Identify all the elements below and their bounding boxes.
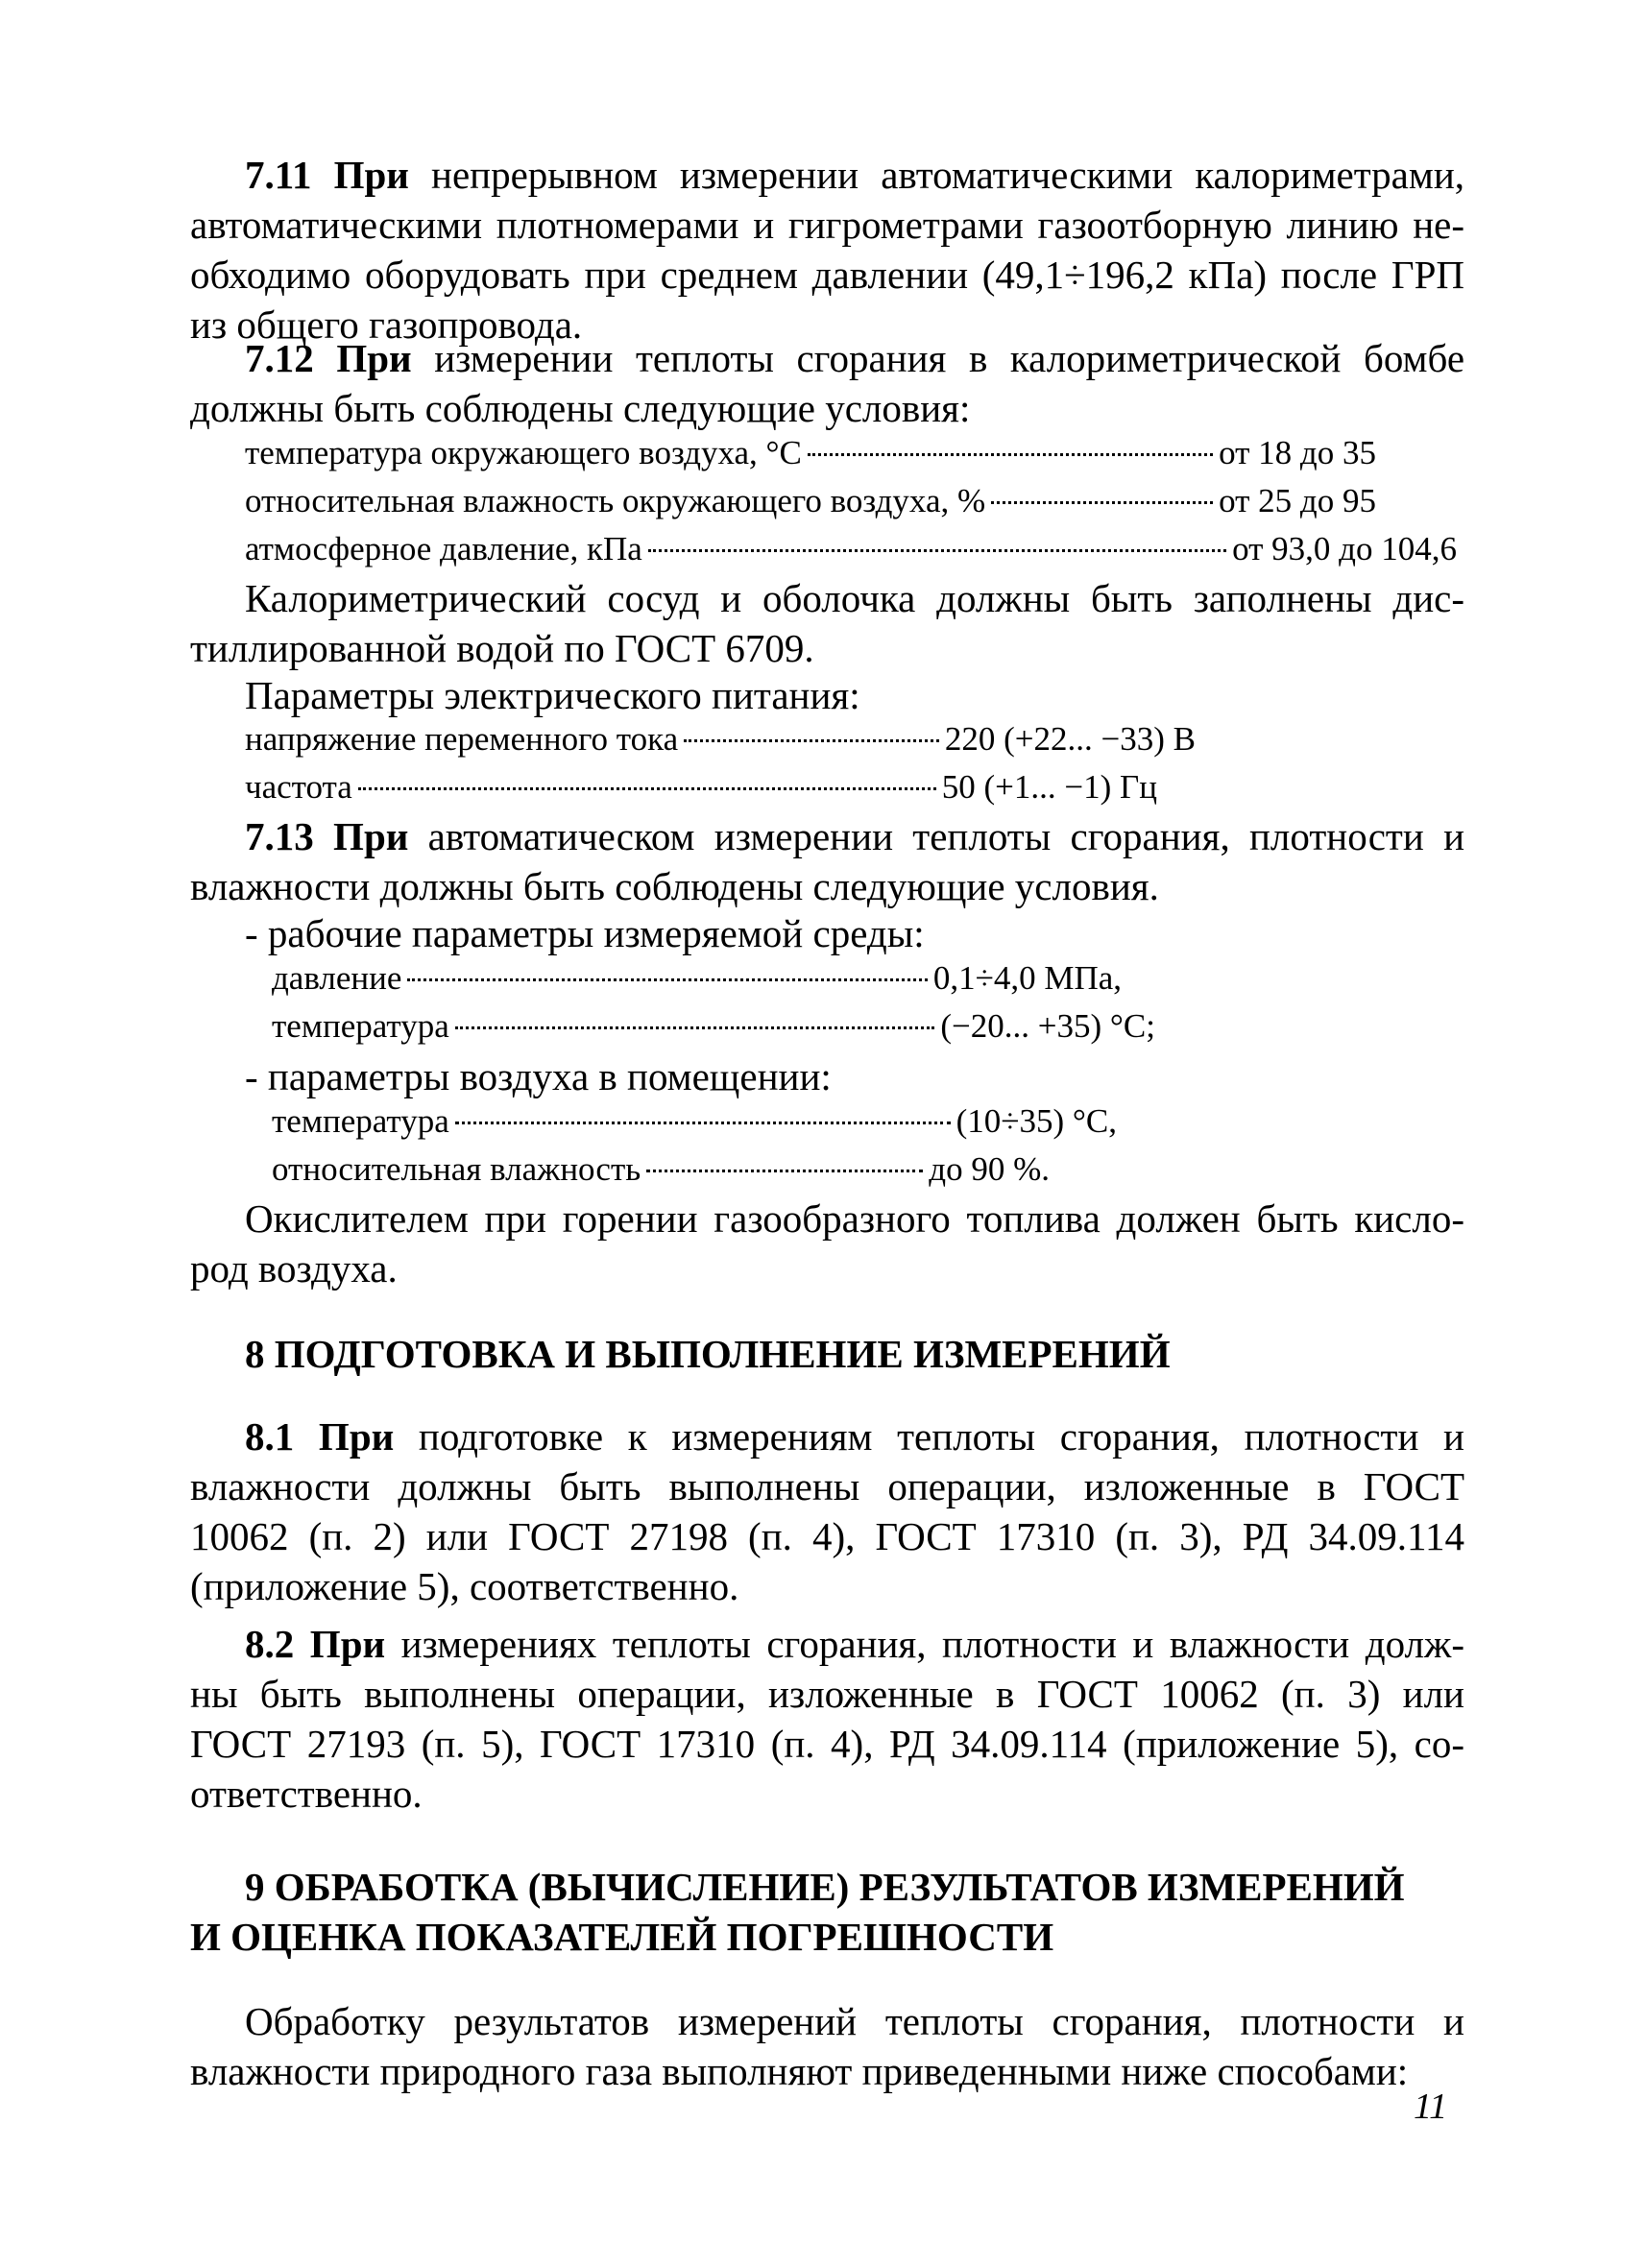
condition-label: относительная влажность окружающего воздуха, % xyxy=(245,482,986,519)
paragraph-8-1-line-2: влажности должны быть выполнены операции, изложенные в ГОСТ xyxy=(190,1464,1464,1508)
air-row xyxy=(272,1099,1117,1144)
paragraph-8-1-line-4: (приложение 5), соответственно. xyxy=(190,1564,739,1608)
clause-lead: При xyxy=(333,153,409,197)
medium-row xyxy=(272,956,1122,1001)
vessel-line-2: тиллированной водой по ГОСТ 6709. xyxy=(190,626,814,670)
paragraph-7-12-line-2: должны быть соблюдены следующие условия: xyxy=(190,386,971,430)
air-value: (10÷35) °С, xyxy=(956,1102,1117,1140)
power-row xyxy=(245,765,1157,809)
dot-leader xyxy=(358,787,936,790)
air-value: до 90 %. xyxy=(929,1150,1050,1188)
medium-label: давление xyxy=(272,959,402,997)
clause-number: 8.1 xyxy=(245,1414,295,1459)
condition-label: атмосферное давление, кПа xyxy=(245,530,642,567)
clause-number: 8.2 xyxy=(245,1622,295,1666)
dot-leader xyxy=(991,501,1213,504)
oxidizer-line-2: род воздуха. xyxy=(190,1246,398,1291)
section-9-heading-line-2: И ОЦЕНКА ПОКАЗАТЕЛЕЙ ПОГРЕШНОСТИ xyxy=(190,1915,1054,1959)
clause-text: автоматическом измерении теплоты сгорания, плотности и xyxy=(427,814,1465,858)
clause-number: 7.12 xyxy=(245,336,314,380)
condition-label: температура окружающего воздуха, °С xyxy=(245,434,802,471)
clause-lead: При xyxy=(309,1622,386,1666)
power-row xyxy=(245,717,1196,761)
paragraph-8-2-line-2: ны быть выполнены операции, изложенные в ГОСТ 10062 (п. 3) или xyxy=(190,1672,1464,1716)
air-title: - параметры воздуха в помещении: xyxy=(245,1054,832,1098)
condition-value: от 18 до 35 xyxy=(1219,434,1376,471)
paragraph-8-2-line-4: ответственно. xyxy=(190,1772,423,1816)
dot-leader xyxy=(808,453,1213,456)
section-9-heading-line-1: 9 ОБРАБОТКА (ВЫЧИСЛЕНИЕ) РЕЗУЛЬТАТОВ ИЗМЕРЕНИЙ xyxy=(245,1865,1405,1909)
condition-row xyxy=(245,527,1457,571)
clause-lead: При xyxy=(336,336,412,380)
power-title: Параметры электрического питания: xyxy=(245,673,860,717)
medium-row xyxy=(272,1004,1155,1049)
paragraph-9-line-1: Обработку результатов измерений теплоты сгорания, плотности и xyxy=(245,1999,1464,2043)
medium-value: 0,1÷4,0 МПа, xyxy=(932,959,1122,997)
paragraph-7-11-line-1 xyxy=(245,150,1464,200)
dot-leader xyxy=(684,739,939,742)
clause-text: измерении теплоты сгорания в калориметрической бомбе xyxy=(434,336,1465,380)
condition-value: от 93,0 до 104,6 xyxy=(1232,530,1457,567)
paragraph-7-11-line-2: автоматическими плотномерами и гигрометрами газоотборную линию не- xyxy=(190,203,1464,247)
dot-leader xyxy=(648,549,1226,552)
medium-value: (−20... +35) °С; xyxy=(940,1007,1155,1045)
section-8-heading: 8 ПОДГОТОВКА И ВЫПОЛНЕНИЕ ИЗМЕРЕНИЙ xyxy=(245,1332,1171,1376)
page-number: 11 xyxy=(1414,2087,1448,2127)
paragraph-8-2-line-1 xyxy=(245,1619,1464,1669)
clause-number: 7.11 xyxy=(245,153,312,197)
medium-title: - рабочие параметры измеряемой среды: xyxy=(245,911,925,955)
condition-row xyxy=(245,479,1376,523)
air-row xyxy=(272,1147,1050,1192)
paragraph-7-13-line-1 xyxy=(245,811,1464,861)
dot-leader xyxy=(455,1122,951,1124)
paragraph-7-13-line-2: влажности должны быть соблюдены следующие условия. xyxy=(190,864,1159,908)
vessel-line-1: Калориметрический сосуд и оболочка должны быть заполнены дис- xyxy=(245,576,1464,620)
medium-label: температура xyxy=(272,1007,449,1045)
clause-number: 7.13 xyxy=(245,814,314,858)
clause-text: измерениях теплоты сгорания, плотности и влажности долж- xyxy=(400,1622,1465,1666)
dot-leader xyxy=(646,1170,923,1172)
paragraph-8-1-line-1 xyxy=(245,1411,1464,1461)
air-label: температура xyxy=(272,1102,449,1140)
paragraph-7-11-line-3: обходимо оборудовать при среднем давлении (49,1÷196,2 кПа) после ГРП xyxy=(190,253,1464,297)
condition-value: от 25 до 95 xyxy=(1219,482,1376,519)
paragraph-7-11-line-4: из общего газопровода. xyxy=(190,302,583,347)
power-label: частота xyxy=(245,768,352,806)
dot-leader xyxy=(407,978,927,981)
clause-lead: При xyxy=(333,814,409,858)
paragraph-8-1-line-3: 10062 (п. 2) или ГОСТ 27198 (п. 4), ГОСТ 17310 (п. 3), РД 34.09.114 xyxy=(190,1514,1464,1558)
clause-text: непрерывном измерении автоматическими калориметрами, xyxy=(431,153,1465,197)
power-value: 50 (+1... −1) Гц xyxy=(941,768,1157,806)
power-value: 220 (+22... −33) В xyxy=(944,720,1196,758)
clause-text: подготовке к измерениям теплоты сгорания, плотности и xyxy=(418,1414,1465,1459)
clause-lead: При xyxy=(318,1414,395,1459)
paragraph-8-2-line-3: ГОСТ 27193 (п. 5), ГОСТ 17310 (п. 4), РД 34.09.114 (приложение 5), со- xyxy=(190,1722,1464,1766)
paragraph-7-12-line-1 xyxy=(245,333,1464,383)
dot-leader xyxy=(455,1026,935,1029)
paragraph-9-line-2: влажности природного газа выполняют приведенными ниже способами: xyxy=(190,2049,1409,2093)
power-label: напряжение переменного тока xyxy=(245,720,679,758)
air-label: относительная влажность xyxy=(272,1150,641,1188)
condition-row xyxy=(245,431,1376,475)
oxidizer-line-1: Окислителем при горении газообразного топлива должен быть кисло- xyxy=(245,1196,1464,1241)
